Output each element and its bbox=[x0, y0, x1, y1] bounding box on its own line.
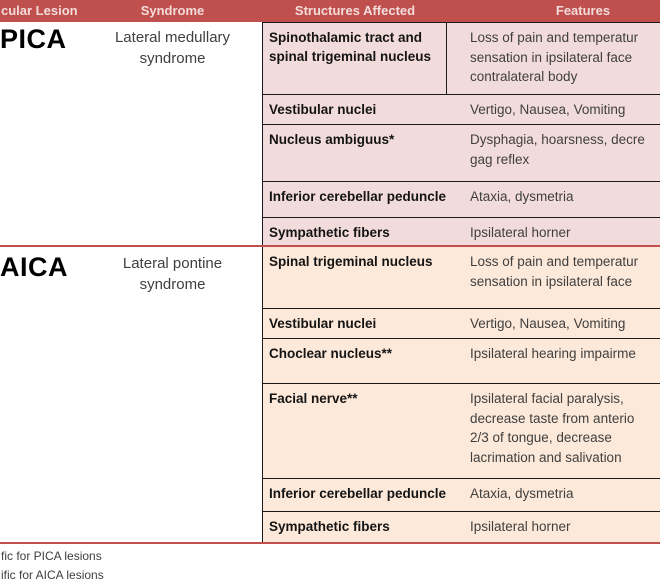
feature-cell bbox=[447, 384, 660, 478]
structure-line: Spinothalamic tract and bbox=[269, 30, 423, 45]
feature-line: Dysphagia, hoarsness, decre bbox=[470, 132, 645, 147]
structure-cell bbox=[263, 339, 447, 383]
structure-cell bbox=[263, 479, 447, 511]
structure-line: Vestibular nuclei bbox=[269, 102, 377, 117]
feature-cell bbox=[447, 95, 660, 124]
header-cell-features: Features bbox=[555, 3, 611, 18]
pica-syndrome-line: syndrome bbox=[139, 50, 206, 67]
structure-line: Sympathetic fibers bbox=[269, 225, 390, 240]
structure-line: Sympathetic fibers bbox=[269, 519, 390, 534]
structure-cell bbox=[263, 95, 447, 124]
header-cell-vascular-lesion: cular Lesion bbox=[1, 3, 78, 18]
feature-line: Ipsilateral facial paralysis, bbox=[470, 391, 624, 406]
feature-cell bbox=[447, 182, 660, 217]
table-row bbox=[263, 218, 660, 245]
feature-line: 2/3 of tongue, decrease bbox=[470, 430, 612, 445]
table-row bbox=[263, 182, 660, 218]
footnote-aica: ific for AICA lesions bbox=[1, 568, 104, 581]
feature-line: gag reflex bbox=[470, 151, 530, 167]
pica-structures-table bbox=[262, 22, 660, 245]
feature-line: sensation in ipsilateral face bbox=[470, 49, 633, 65]
feature-line: Ipsilateral horner bbox=[470, 519, 571, 534]
table-row bbox=[263, 23, 660, 95]
aica-syndrome-line: syndrome bbox=[139, 276, 206, 293]
table-row bbox=[263, 512, 660, 542]
structure-line: Inferior cerebellar peduncle bbox=[269, 486, 447, 501]
structure-line: Choclear nucleus** bbox=[269, 346, 393, 361]
pica-syndrome-line: Lateral medullary bbox=[114, 29, 231, 46]
structure-cell bbox=[263, 218, 447, 245]
structure-cell bbox=[263, 384, 447, 478]
aica-structures-table bbox=[262, 247, 660, 542]
feature-line: Loss of pain and temperatur bbox=[470, 254, 639, 269]
feature-line: Loss of pain and temperatur bbox=[470, 30, 639, 45]
feature-cell bbox=[447, 479, 660, 511]
footnote-pica: fic for PICA lesions bbox=[1, 549, 102, 563]
feature-line: Ataxia, dysmetria bbox=[470, 486, 574, 501]
table-row bbox=[263, 384, 660, 479]
feature-line: Ipsilateral horner bbox=[470, 225, 571, 240]
feature-cell bbox=[447, 218, 660, 245]
aica-label: AICA bbox=[0, 252, 68, 282]
structure-line: Facial nerve** bbox=[269, 391, 358, 406]
structure-cell bbox=[263, 309, 447, 338]
feature-line: decrease taste from anterio bbox=[470, 410, 635, 426]
header-cell-syndrome: Syndrome bbox=[140, 3, 205, 18]
structure-cell bbox=[263, 512, 447, 542]
aica-syndrome-line: Lateral pontine bbox=[122, 255, 223, 272]
feature-line: Ataxia, dysmetria bbox=[470, 189, 574, 204]
pica-label: PICA bbox=[0, 24, 67, 54]
table-row bbox=[263, 339, 660, 384]
feature-cell bbox=[447, 125, 660, 181]
table-row bbox=[263, 309, 660, 339]
feature-cell bbox=[447, 512, 660, 542]
feature-line: Vertigo, Nausea, Vomiting bbox=[470, 102, 626, 117]
structure-line: Nucleus ambiguus* bbox=[269, 132, 395, 147]
structure-cell bbox=[263, 247, 447, 308]
pica-syndrome bbox=[100, 27, 245, 69]
table-row bbox=[263, 125, 660, 182]
structure-cell bbox=[263, 125, 447, 181]
aica-syndrome bbox=[100, 253, 245, 295]
structure-line: Vestibular nuclei bbox=[269, 316, 377, 331]
header-cell-structures-affected: Structures Affected bbox=[294, 3, 416, 18]
feature-line: contralateral body bbox=[470, 69, 578, 84]
structure-cell bbox=[263, 23, 447, 94]
table-row bbox=[263, 95, 660, 125]
structure-line: Spinal trigeminal nucleus bbox=[269, 254, 433, 269]
table-row bbox=[263, 247, 660, 309]
feature-cell bbox=[447, 247, 660, 308]
structure-line: Inferior cerebellar peduncle bbox=[269, 189, 447, 204]
feature-cell bbox=[447, 309, 660, 338]
table-row bbox=[263, 479, 660, 512]
structure-line: spinal trigeminal nucleus bbox=[269, 49, 432, 64]
feature-cell bbox=[447, 23, 660, 94]
feature-line: Vertigo, Nausea, Vomiting bbox=[470, 316, 626, 331]
feature-line: Ipsilateral hearing impairme bbox=[470, 346, 636, 361]
feature-cell bbox=[447, 339, 660, 383]
structure-cell bbox=[263, 182, 447, 217]
table-bottom-border bbox=[0, 542, 660, 544]
table-header-row bbox=[0, 0, 660, 22]
feature-line: lacrimation and salivation bbox=[470, 449, 622, 465]
feature-line: sensation in ipsilateral face bbox=[470, 273, 633, 289]
